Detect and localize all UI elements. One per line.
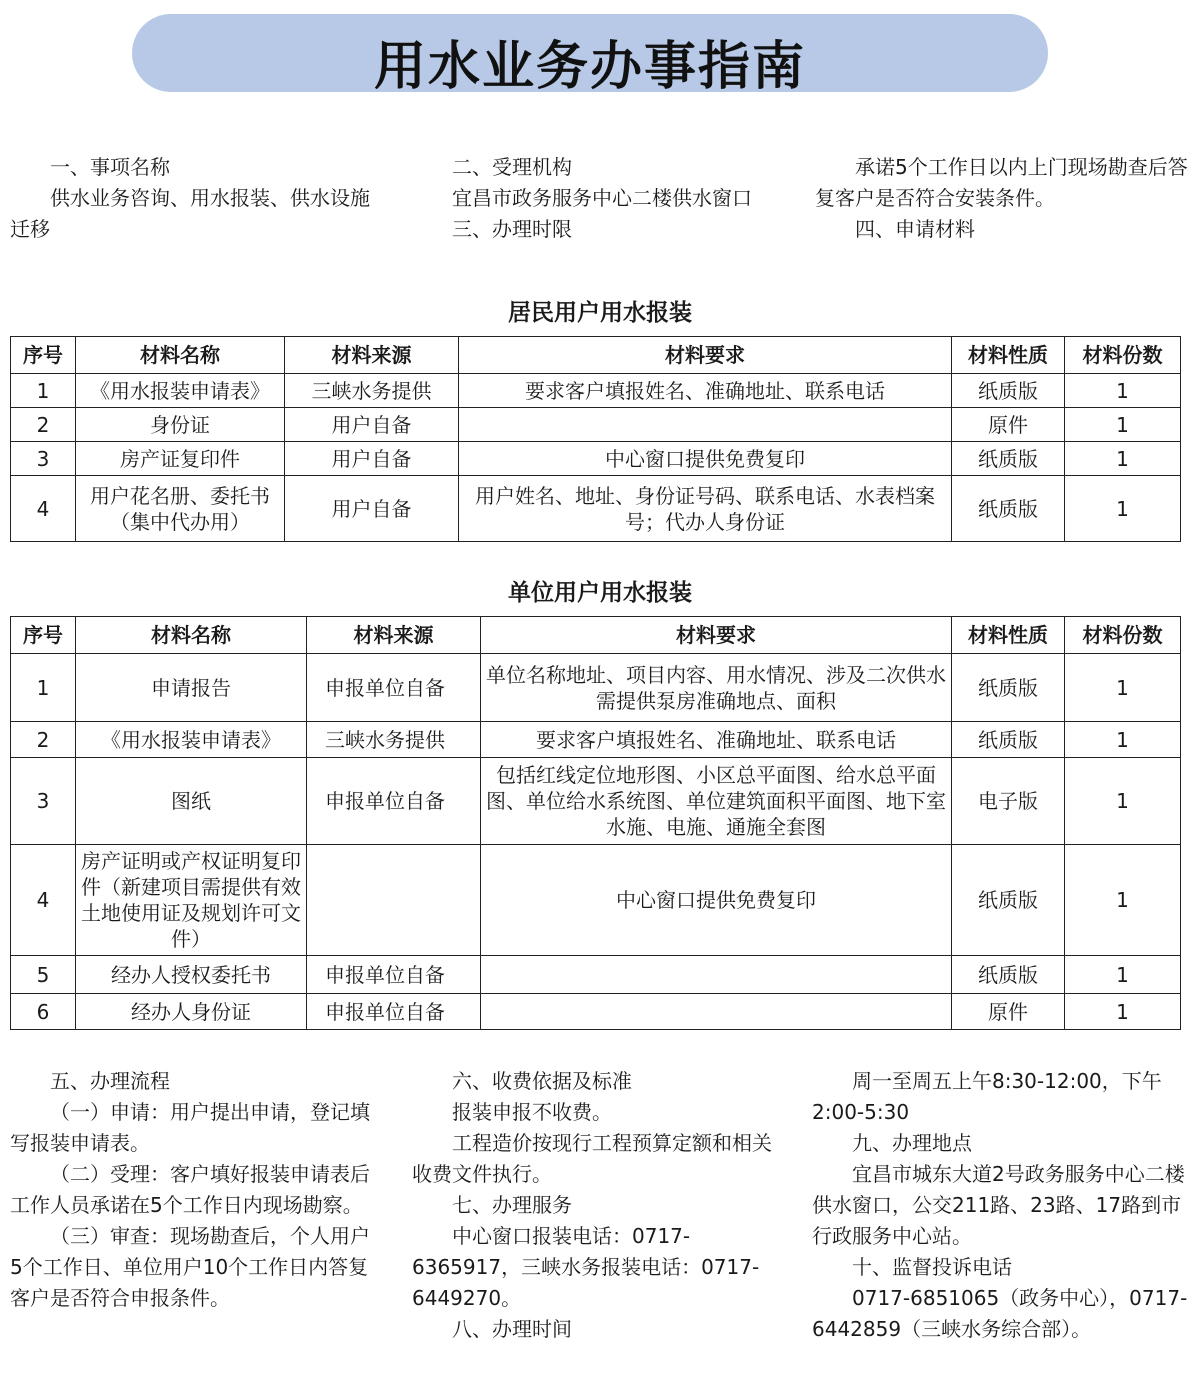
location-text: 宜昌市城东大道2号政务服务中心二楼供水窗口，公交211路、23路、17路到市行政服务中心站。	[812, 1162, 1185, 1248]
page-title: 用水业务办事指南	[373, 36, 806, 97]
cell-source: 申报单位自备	[307, 654, 481, 722]
bottom-column-3	[812, 1066, 1190, 1345]
location-heading: 九、办理地点	[852, 1131, 972, 1155]
process-step-accept: （二）受理：客户填好报装申请表后工作人员承诺在5个工作日内现场勘察。	[10, 1162, 370, 1217]
cell-index: 1	[11, 654, 76, 722]
cell-source: 申报单位自备	[307, 758, 481, 845]
hours-text: 周一至周五上午8:30-12:00，下午2:00-5:30	[812, 1069, 1162, 1124]
cell-name: 申请报告	[76, 654, 307, 722]
intro-heading-materials: 四、申请材料	[855, 217, 975, 241]
hours-heading: 八、办理时间	[452, 1317, 572, 1341]
cell-requirement: 包括红线定位地形图、小区总平面图、给水总平面图、单位给水系统图、单位建筑面积平面图、地下室水施、电施、通施全套图	[481, 758, 952, 845]
cell-name: 经办人授权委托书	[76, 956, 307, 994]
table-row	[11, 994, 1181, 1030]
service-phone-text: 中心窗口报装电话：0717-6365917，三峡水务报装电话：0717-6449270。	[412, 1224, 760, 1310]
cell-type: 纸质版	[952, 442, 1065, 476]
table-row	[11, 476, 1181, 542]
cell-requirement: 单位名称地址、项目内容、用水情况、涉及二次供水需提供泵房准确地点、面积	[481, 654, 952, 722]
cell-source: 用户自备	[285, 442, 459, 476]
intro-heading-item-name: 一、事项名称	[50, 155, 170, 179]
intro-heading-time-limit: 三、办理时限	[452, 217, 572, 241]
cell-source: 用户自备	[285, 476, 459, 542]
cell-name: 经办人身份证	[76, 994, 307, 1030]
cell-index: 1	[11, 374, 76, 408]
table-row	[11, 374, 1181, 408]
intro-time-limit-text: 承诺5个工作日以内上门现场勘查后答复客户是否符合安装条件。	[815, 155, 1188, 210]
cell-source: 三峡水务提供	[307, 722, 481, 758]
cell-type: 纸质版	[952, 374, 1065, 408]
header-material-requirement: 材料要求	[459, 337, 952, 374]
table-row	[11, 442, 1181, 476]
bottom-column-1	[10, 1066, 382, 1314]
service-heading: 七、办理服务	[452, 1193, 572, 1217]
cell-requirement: 要求客户填报姓名、准确地址、联系电话	[459, 374, 952, 408]
cell-index: 2	[11, 408, 76, 442]
cell-requirement: 用户姓名、地址、身份证号码、联系电话、水表档案号；代办人身份证	[459, 476, 952, 542]
cell-source: 三峡水务提供	[285, 374, 459, 408]
cell-type: 纸质版	[952, 845, 1065, 956]
cell-requirement: 要求客户填报姓名、准确地址、联系电话	[481, 722, 952, 758]
cell-count: 1	[1065, 758, 1181, 845]
cell-name: 《用水报装申请表》	[76, 722, 307, 758]
cell-requirement	[459, 408, 952, 442]
cell-name: 房产证明或产权证明复印件（新建项目需提供有效土地使用证及规划许可文件）	[76, 845, 307, 956]
fee-text-1: 报装申报不收费。	[452, 1100, 612, 1124]
cell-type: 电子版	[952, 758, 1065, 845]
cell-index: 2	[11, 722, 76, 758]
complaint-heading: 十、监督投诉电话	[852, 1255, 1012, 1279]
residential-materials-table	[10, 336, 1181, 542]
header-material-requirement: 材料要求	[481, 617, 952, 654]
cell-type: 原件	[952, 408, 1065, 442]
cell-index: 4	[11, 476, 76, 542]
cell-count: 1	[1065, 845, 1181, 956]
cell-requirement: 中心窗口提供免费复印	[459, 442, 952, 476]
cell-count: 1	[1065, 994, 1181, 1030]
intro-agency-text: 宜昌市政务服务中心二楼供水窗口	[452, 186, 752, 210]
table2-title: 单位用户用水报装	[508, 580, 692, 606]
unit-materials-table	[10, 616, 1181, 1030]
cell-name: 身份证	[76, 408, 285, 442]
cell-name: 《用水报装申请表》	[76, 374, 285, 408]
cell-count: 1	[1065, 442, 1181, 476]
intro-column-1	[10, 152, 382, 245]
cell-source: 用户自备	[285, 408, 459, 442]
cell-type: 纸质版	[952, 722, 1065, 758]
cell-name: 图纸	[76, 758, 307, 845]
cell-name: 用户花名册、委托书（集中代办用）	[76, 476, 285, 542]
cell-type: 纸质版	[952, 654, 1065, 722]
header-material-name: 材料名称	[76, 337, 285, 374]
table-row	[11, 758, 1181, 845]
process-step-apply: （一）申请：用户提出申请，登记填写报装申请表。	[10, 1100, 370, 1155]
intro-heading-agency: 二、受理机构	[452, 155, 572, 179]
header-material-count: 材料份数	[1065, 337, 1181, 374]
table-row	[11, 956, 1181, 994]
cell-name: 房产证复印件	[76, 442, 285, 476]
cell-type: 纸质版	[952, 956, 1065, 994]
cell-count: 1	[1065, 956, 1181, 994]
cell-type: 纸质版	[952, 476, 1065, 542]
cell-requirement	[481, 956, 952, 994]
header-index: 序号	[11, 617, 76, 654]
fee-text-2: 工程造价按现行工程预算定额和相关收费文件执行。	[412, 1131, 772, 1186]
fee-heading: 六、收费依据及标准	[452, 1069, 632, 1093]
cell-index: 3	[11, 442, 76, 476]
cell-source: 申报单位自备	[307, 994, 481, 1030]
cell-source	[307, 845, 481, 956]
header-material-source: 材料来源	[307, 617, 481, 654]
cell-index: 6	[11, 994, 76, 1030]
header-material-type: 材料性质	[952, 617, 1065, 654]
header-material-count: 材料份数	[1065, 617, 1181, 654]
table1-title: 居民用户用水报装	[508, 300, 692, 326]
intro-column-2	[412, 152, 787, 245]
cell-count: 1	[1065, 374, 1181, 408]
cell-index: 5	[11, 956, 76, 994]
cell-requirement	[481, 994, 952, 1030]
header-index: 序号	[11, 337, 76, 374]
table-row	[11, 845, 1181, 956]
cell-index: 3	[11, 758, 76, 845]
intro-column-3	[815, 152, 1190, 245]
table-row	[11, 654, 1181, 722]
cell-index: 4	[11, 845, 76, 956]
table-header-row	[11, 337, 1181, 374]
header-material-name: 材料名称	[76, 617, 307, 654]
table-row	[11, 722, 1181, 758]
cell-count: 1	[1065, 722, 1181, 758]
header-material-source: 材料来源	[285, 337, 459, 374]
table-row	[11, 408, 1181, 442]
header-material-type: 材料性质	[952, 337, 1065, 374]
bottom-column-2	[412, 1066, 784, 1345]
process-heading: 五、办理流程	[50, 1069, 170, 1093]
cell-source: 申报单位自备	[307, 956, 481, 994]
complaint-phone-text: 0717-6851065（政务中心），0717-6442859（三峡水务综合部）。	[812, 1286, 1188, 1341]
table-header-row	[11, 617, 1181, 654]
cell-count: 1	[1065, 408, 1181, 442]
process-step-review: （三）审查：现场勘查后，个人用户5个工作日、单位用户10个工作日内答复客户是否符合申报条件。	[10, 1224, 370, 1310]
cell-type: 原件	[952, 994, 1065, 1030]
cell-count: 1	[1065, 654, 1181, 722]
intro-item-name-text: 供水业务咨询、用水报装、供水设施迁移	[10, 186, 370, 241]
title-banner	[132, 14, 1048, 97]
cell-count: 1	[1065, 476, 1181, 542]
cell-requirement: 中心窗口提供免费复印	[481, 845, 952, 956]
